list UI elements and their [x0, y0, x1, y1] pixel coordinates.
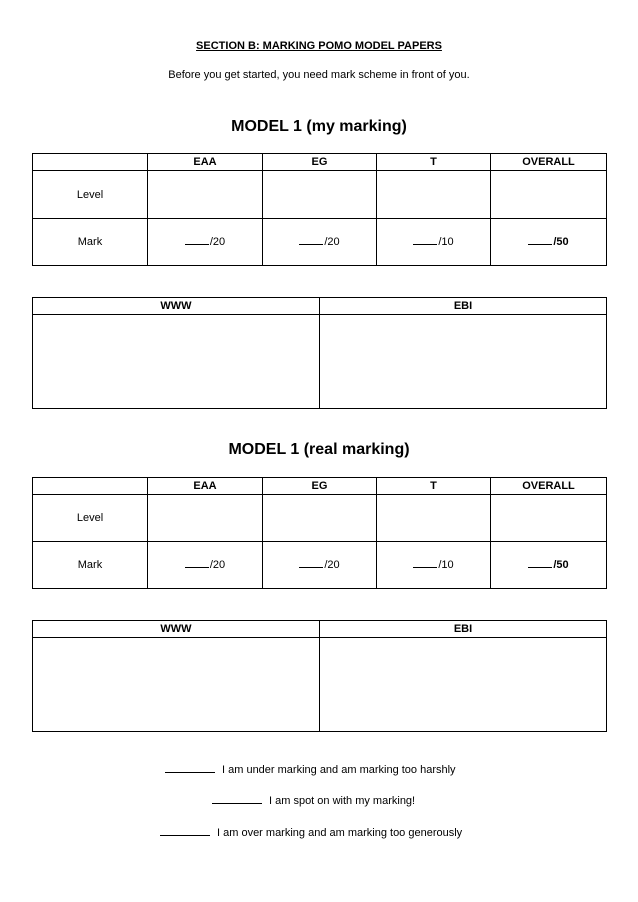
marks-table-my-marking	[32, 153, 607, 266]
ebi-header: EBI	[320, 298, 607, 315]
mark-eaa-total: /20	[209, 559, 226, 571]
mark-eg-cell[interactable]	[263, 219, 377, 266]
mark-t-cell[interactable]	[377, 542, 491, 589]
www-header: WWW	[33, 621, 320, 638]
www-box[interactable]	[33, 315, 320, 409]
mark-t-total: /10	[438, 236, 454, 248]
model-title-my-marking: MODEL 1 (my marking)	[231, 118, 407, 135]
header-blank	[33, 478, 148, 495]
header-eg: EG	[263, 154, 377, 171]
level-t-cell[interactable]	[377, 495, 491, 542]
mark-label: Mark	[33, 542, 148, 589]
level-eg-cell[interactable]	[263, 171, 377, 219]
mark-overall-cell[interactable]	[491, 219, 607, 266]
mark-eaa-cell[interactable]	[148, 542, 263, 589]
level-overall-cell[interactable]	[491, 171, 607, 219]
mark-overall-total: /50	[553, 236, 569, 248]
feedback-body-row	[33, 638, 607, 732]
mark-eaa-cell[interactable]	[148, 219, 263, 266]
feedback-table-my-marking	[32, 297, 607, 409]
statement-tick-line[interactable]	[212, 802, 262, 804]
mark-overall-total: /50	[553, 559, 569, 571]
mark-eg-total: /20	[324, 559, 340, 571]
statement-over-marking	[160, 827, 462, 839]
statement-text: I am under marking and am marking too harshly	[222, 764, 456, 776]
blank-line	[528, 243, 552, 245]
header-overall: OVERALL	[491, 478, 607, 495]
header-t: T	[377, 154, 491, 171]
mark-eg-total: /20	[324, 236, 340, 248]
section-title: SECTION B: MARKING POMO MODEL PAPERS	[196, 40, 442, 52]
marks-header-row	[33, 478, 607, 495]
mark-label: Mark	[33, 219, 148, 266]
www-box[interactable]	[33, 638, 320, 732]
header-blank	[33, 154, 148, 171]
level-row	[33, 171, 607, 219]
blank-line	[413, 566, 437, 568]
blank-line	[299, 243, 323, 245]
statement-tick-line[interactable]	[165, 771, 215, 773]
level-eaa-cell[interactable]	[148, 171, 263, 219]
statement-text: I am spot on with my marking!	[269, 795, 416, 807]
marks-header-row	[33, 154, 607, 171]
statement-spot-on	[212, 795, 415, 807]
statement-text: I am over marking and am marking too generously	[217, 827, 463, 839]
header-eaa: EAA	[148, 478, 263, 495]
level-overall-cell[interactable]	[491, 495, 607, 542]
ebi-header: EBI	[320, 621, 607, 638]
feedback-header-row	[33, 621, 607, 638]
blank-line	[413, 243, 437, 245]
mark-row	[33, 542, 607, 589]
header-t: T	[377, 478, 491, 495]
level-row	[33, 495, 607, 542]
mark-eg-cell[interactable]	[263, 542, 377, 589]
statement-under-marking	[165, 764, 456, 776]
statement-tick-line[interactable]	[160, 834, 210, 836]
blank-line	[299, 566, 323, 568]
model-title-real-marking: MODEL 1 (real marking)	[228, 441, 410, 458]
feedback-header-row	[33, 298, 607, 315]
intro-text: Before you get started, you need mark scheme in front of you.	[168, 69, 470, 81]
ebi-box[interactable]	[320, 638, 607, 732]
level-eg-cell[interactable]	[263, 495, 377, 542]
mark-t-total: /10	[438, 559, 454, 571]
blank-line	[185, 566, 209, 568]
mark-eaa-total: /20	[209, 236, 226, 248]
level-label: Level	[33, 171, 148, 219]
blank-line	[185, 243, 209, 245]
mark-row	[33, 219, 607, 266]
header-eaa: EAA	[148, 154, 263, 171]
blank-line	[528, 566, 552, 568]
feedback-table-real-marking	[32, 620, 607, 732]
mark-t-cell[interactable]	[377, 219, 491, 266]
mark-overall-cell[interactable]	[491, 542, 607, 589]
www-header: WWW	[33, 298, 320, 315]
header-overall: OVERALL	[491, 154, 607, 171]
header-eg: EG	[263, 478, 377, 495]
level-eaa-cell[interactable]	[148, 495, 263, 542]
level-t-cell[interactable]	[377, 171, 491, 219]
feedback-body-row	[33, 315, 607, 409]
ebi-box[interactable]	[320, 315, 607, 409]
marks-table-real-marking	[32, 477, 607, 589]
level-label: Level	[33, 495, 148, 542]
